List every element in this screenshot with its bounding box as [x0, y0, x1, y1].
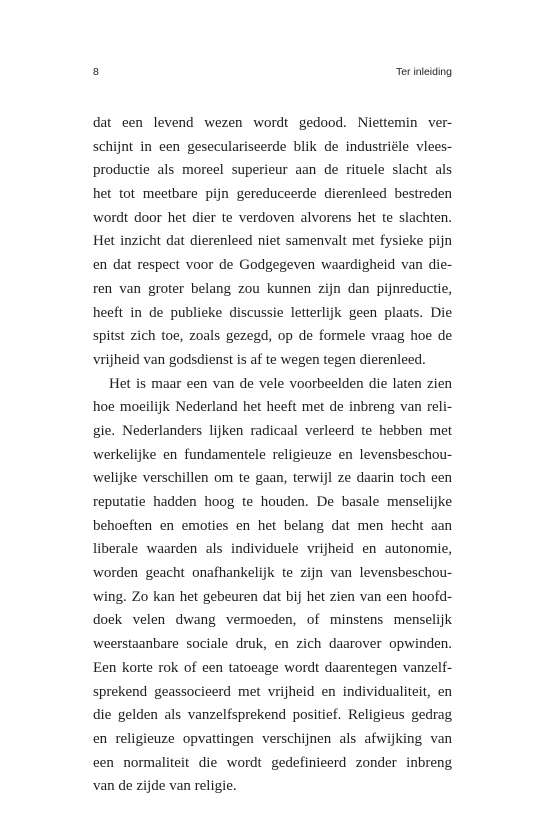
text-line: Het is maar een van de vele voorbeelden die laten zien: [109, 375, 452, 392]
text-line: liberale waarden als individuele vrijheid en autonomie,: [93, 541, 452, 558]
text-line: spitst zich toe, zoals gezegd, op de formele vraag hoe de: [93, 328, 452, 345]
page-header: [93, 66, 452, 82]
text-line: die gelden als vanzelfsprekend positief. Religieus gedrag: [93, 707, 452, 724]
paragraph: [93, 112, 452, 373]
text-line: productie als moreel superieur aan de rituele slacht als: [93, 162, 452, 179]
text-line: dat een levend wezen wordt gedood. Niettemin ver-: [93, 115, 452, 131]
text-line: Het inzicht dat dierenleed niet samenvalt met fysieke pijn: [93, 233, 452, 250]
text-line: worden geacht onafhankelijk te zijn van levensbeschou-: [93, 565, 452, 582]
text-line: schijnt in een geseculariseerde blik de industriële vlees-: [93, 138, 452, 155]
text-line: ren van groter belang zou kunnen zijn dan pijnreductie,: [93, 280, 452, 297]
text-line: en religieuze opvattingen verschijnen als afwijking van: [93, 730, 452, 747]
text-line: gie. Nederlanders lijken radicaal verleerd te hebben met: [93, 422, 452, 439]
text-line: heeft in de publieke discussie letterlijk geen plaats. Die: [93, 304, 452, 321]
text-line: van de zijde van religie.: [93, 778, 237, 795]
text-line: reputatie hadden hoog te houden. De basale menselijke: [93, 494, 452, 510]
text-line: en dat respect voor de Godgegeven waardigheid van die-: [93, 257, 452, 274]
paragraph: [93, 373, 452, 799]
page-number: 8: [93, 66, 99, 78]
text-line: wing. Zo kan het gebeuren dat bij het zien van een hoofd-: [93, 588, 452, 605]
running-head: Ter inleiding: [395, 66, 452, 78]
text-line: hoe moeilijk Nederland het heeft met de inbreng van reli-: [93, 399, 452, 416]
body-text: [93, 112, 452, 799]
text-line: vrijheid van godsdienst is af te wegen tegen dierenleed.: [93, 351, 426, 368]
text-line: werkelijke en fundamentele religieuze en levensbeschou-: [93, 446, 452, 463]
text-line: behoeften en emoties en het belang dat men hecht aan: [93, 517, 452, 534]
text-line: wordt door het dier te verdoven alvorens het te slachten.: [93, 209, 452, 226]
text-line: Een korte rok of een tatoeage wordt daarentegen vanzelf-: [93, 659, 452, 676]
text-line: sprekend geassocieerd met vrijheid en individualiteit, en: [93, 683, 452, 700]
text-line: weerstaanbare sociale druk, en zich daarover opwinden.: [93, 636, 452, 653]
text-line: welijke verschillen om te gaan, terwijl ze daarin toch een: [93, 470, 452, 487]
text-line: een normaliteit die wordt gedefinieerd zonder inbreng: [93, 754, 452, 771]
text-line: doek velen dwang vermoeden, of minstens menselijk: [93, 612, 452, 629]
text-line: het tot meetbare pijn gereduceerde dierenleed bestreden: [93, 186, 452, 203]
